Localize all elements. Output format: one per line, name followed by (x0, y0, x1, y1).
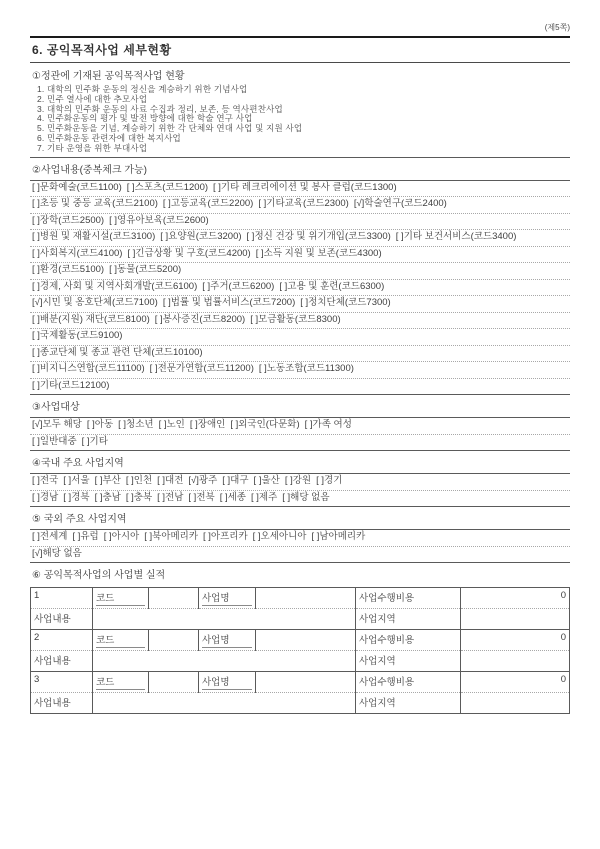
checkbox-option-unchecked[interactable]: [ ]경북 (63, 491, 90, 503)
checkbox-option-unchecked[interactable]: [ ]정치단체(코드7300) (300, 297, 391, 309)
charter-project-item: 4. 민주화운동의 평가 및 발전 방향에 대한 학술 연구 사업 (37, 113, 253, 124)
checkbox-option-unchecked[interactable]: [ ]장애인 (189, 419, 226, 431)
checkbox-option-unchecked[interactable]: [ ]병원 및 재활시설(코드3100) (32, 231, 156, 243)
checkbox-option-unchecked[interactable]: [ ]외국인(다문화) (230, 419, 300, 431)
project-row-detail (31, 609, 570, 630)
project-content-label (31, 651, 93, 672)
charter-project-item: 2. 민주 열사에 대한 추모사업 (37, 93, 148, 104)
checkbox-option-unchecked[interactable]: [ ]종교단체 및 종교 관련 단체(코드10100) (32, 346, 203, 358)
checkbox-option-unchecked[interactable]: [ ]가족 여성 (304, 419, 352, 431)
page-title: 6. 공익목적사업 세부현황 (30, 36, 570, 63)
checkbox-option-unchecked[interactable]: [ ]봉사증진(코드8200) (154, 313, 246, 325)
project-content-label (31, 609, 93, 630)
project-content-label-text: 사업내용 (34, 656, 71, 668)
cost-label-text: 사업수행비용 (359, 635, 415, 647)
project-name-label-text: 사업명 (202, 674, 252, 690)
code-label-text: 코드 (96, 590, 145, 606)
project-number (31, 672, 93, 693)
checkbox-option-unchecked[interactable]: [ ]장학(코드2500) (32, 214, 105, 226)
project-performance-table (30, 587, 570, 714)
checkbox-option-unchecked[interactable]: [ ]주거(코드6200) (202, 280, 275, 292)
project-region-label-text: 사업지역 (359, 614, 396, 626)
checkbox-row (30, 246, 570, 263)
checkbox-option-unchecked[interactable]: [ ]울산 (253, 475, 280, 487)
cost-label-text: 사업수행비용 (359, 593, 415, 605)
checkbox-row (30, 434, 570, 451)
checkbox-row (30, 490, 570, 507)
checkbox-option-unchecked[interactable]: [ ]서울 (63, 475, 90, 487)
project-region-label (356, 609, 461, 630)
checkbox-option-unchecked[interactable]: [ ]경제, 사회 및 지역사회개발(코드6100) (32, 280, 198, 292)
project-row-main (31, 672, 570, 693)
cost-value-field-text: 0 (560, 674, 566, 686)
checkbox-option-unchecked[interactable]: [ ]부산 (94, 475, 121, 487)
checkbox-row (30, 229, 570, 246)
checkbox-option-unchecked[interactable]: [ ]초등 및 중등 교육(코드2100) (32, 198, 158, 210)
checkbox-row (30, 530, 570, 546)
checkbox-option-unchecked[interactable]: [ ]아프리카 (203, 531, 248, 543)
cost-label (356, 630, 461, 651)
charter-project-item: 3. 대학의 민주화 운동의 사료 수집과 정리, 보존, 등 역사편찬사업 (37, 103, 283, 114)
project-row-main (31, 630, 570, 651)
checkbox-option-unchecked[interactable]: [ ]충남 (94, 491, 121, 503)
checkbox-option-unchecked[interactable]: [ ]세종 (219, 491, 246, 503)
checkbox-row (30, 196, 570, 213)
code-label-text: 코드 (96, 674, 145, 690)
checkbox-row (30, 474, 570, 490)
project-content-field[interactable] (93, 693, 356, 714)
cost-value-field-text: 0 (560, 590, 566, 602)
checkbox-option-checked[interactable]: [√]학술연구(코드2400) (353, 198, 447, 210)
checkbox-option-unchecked[interactable]: [ ]요양원(코드3200) (160, 231, 242, 243)
checkbox-row (30, 418, 570, 434)
project-content-field[interactable] (93, 651, 356, 672)
code-label (93, 588, 149, 609)
checkbox-row (30, 345, 570, 362)
charter-project-item: 1. 대학의 민주화 운동의 정신을 계승하기 위한 기념사업 (37, 84, 248, 94)
project-region-label-text: 사업지역 (359, 656, 396, 668)
checkbox-option-unchecked[interactable]: [ ]대구 (222, 475, 249, 487)
checkbox-option-unchecked[interactable]: [ ]기타(코드12100) (32, 379, 110, 391)
checkbox-option-unchecked[interactable]: [ ]충북 (125, 491, 153, 503)
checkbox-option-unchecked[interactable]: [ ]대전 (157, 475, 184, 487)
cost-label (356, 588, 461, 609)
project-number-text: 3 (34, 674, 40, 686)
project-name-field[interactable] (256, 672, 356, 693)
section4-checkbox-rows (30, 474, 570, 506)
checkbox-option-unchecked[interactable]: [ ]청소년 (118, 419, 154, 431)
checkbox-option-unchecked[interactable]: [ ]정신 건강 및 위기개입(코드3300) (246, 231, 391, 243)
checkbox-row (30, 361, 570, 378)
section6-title: ⑥ 공익목적사업의 사업별 실적 (30, 562, 570, 587)
project-name-field[interactable] (256, 630, 356, 651)
checkbox-option-checked[interactable]: [√]모두 해당 (32, 419, 82, 431)
project-number-text: 2 (34, 632, 40, 644)
project-row-detail (31, 651, 570, 672)
page-content (30, 0, 570, 714)
checkbox-option-unchecked[interactable]: [ ]고등교육(코드2200) (162, 198, 254, 210)
checkbox-option-unchecked[interactable]: [ ]전남 (157, 491, 184, 503)
section2-title: ②사업내용(중복체크 가능) (30, 157, 570, 181)
checkbox-row (30, 312, 570, 329)
checkbox-option-unchecked[interactable]: [ ]소득 지원 및 보존(코드4300) (255, 247, 382, 259)
checkbox-option-checked[interactable]: [√]해당 없음 (32, 547, 82, 559)
code-value-field[interactable] (149, 630, 199, 651)
checkbox-option-unchecked[interactable]: [ ]문화예술(코드1100) (32, 181, 122, 193)
project-row-main (31, 588, 570, 609)
checkbox-option-unchecked[interactable]: [ ]오세아니아 (252, 531, 307, 543)
checkbox-option-checked[interactable]: [√]시민 및 옹호단체(코드7100) (32, 297, 158, 309)
checkbox-option-unchecked[interactable]: [ ]환경(코드5100) (32, 264, 105, 276)
code-value-field[interactable] (149, 588, 199, 609)
charter-project-item: 6. 민주화운동 관련자에 대한 복지사업 (37, 132, 181, 143)
cost-value-field[interactable] (461, 630, 570, 651)
project-content-label-text: 사업내용 (34, 698, 71, 710)
checkbox-option-unchecked[interactable]: [ ]스포츠(코드1200) (126, 181, 209, 193)
checkbox-option-unchecked[interactable]: [ ]북아메리카 (144, 531, 198, 543)
project-content-field[interactable] (93, 609, 356, 630)
checkbox-option-unchecked[interactable]: [ ]긴급상황 및 구호(코드4200) (127, 247, 251, 259)
checkbox-option-unchecked[interactable]: [ ]전북 (188, 491, 215, 503)
checkbox-option-unchecked[interactable]: [ ]사회복지(코드4100) (32, 247, 123, 259)
charter-project-item: 5. 민주화운동을 기념, 계승하기 위한 각 단체와 연대 사업 및 지원 사업 (37, 123, 303, 134)
checkbox-option-unchecked[interactable]: [ ]기타교육(코드2300) (258, 198, 349, 210)
section2-checkbox-rows (30, 181, 570, 395)
charter-project-item: 7. 기타 운영을 위한 부대사업 (37, 142, 148, 153)
project-content-label (31, 693, 93, 714)
project-number-text: 1 (34, 590, 40, 602)
project-name-field[interactable] (256, 588, 356, 609)
checkbox-option-unchecked[interactable]: [ ]동물(코드5200) (109, 264, 182, 276)
checkbox-row (30, 328, 570, 345)
checkbox-option-unchecked[interactable]: [ ]고용 및 훈련(코드6300) (279, 280, 385, 292)
checkbox-row (30, 546, 570, 563)
project-name-label (199, 672, 256, 693)
checkbox-option-unchecked[interactable]: [ ]인천 (125, 475, 153, 487)
project-region-field[interactable] (461, 693, 570, 714)
checkbox-row (30, 279, 570, 296)
section4-title: ④국내 주요 사업지역 (30, 450, 570, 474)
checkbox-option-unchecked[interactable]: [ ]법률 및 법률서비스(코드7200) (162, 297, 296, 309)
section3-title: ③사업대상 (30, 394, 570, 418)
code-label-text: 코드 (96, 632, 145, 648)
project-region-field[interactable] (461, 651, 570, 672)
cost-label-text: 사업수행비용 (359, 677, 415, 689)
cost-value-field[interactable] (461, 672, 570, 693)
project-region-label-text: 사업지역 (359, 698, 396, 710)
checkbox-option-unchecked[interactable]: [ ]아동 (86, 419, 114, 431)
checkbox-option-unchecked[interactable]: [ ]아시아 (103, 531, 140, 543)
checkbox-option-unchecked[interactable]: [ ]경기 (316, 475, 343, 487)
charter-project-list (30, 85, 570, 157)
checkbox-option-unchecked[interactable]: [ ]모금활동(코드8300) (250, 313, 341, 325)
checkbox-option-unchecked[interactable]: [ ]남아메리카 (311, 531, 366, 543)
checkbox-option-unchecked[interactable]: [ ]기타 보건서비스(코드3400) (395, 231, 517, 243)
checkbox-option-unchecked[interactable]: [ ]전국 (32, 475, 59, 487)
project-row-detail (31, 693, 570, 714)
project-region-label (356, 693, 461, 714)
project-content-label-text: 사업내용 (34, 614, 71, 626)
checkbox-row (30, 295, 570, 312)
checkbox-option-unchecked[interactable]: [ ]배분(지원) 재단(코드8100) (32, 313, 150, 325)
checkbox-row (30, 378, 570, 395)
checkbox-option-unchecked[interactable]: [ ]노인 (158, 419, 185, 431)
project-number (31, 630, 93, 651)
project-number (31, 588, 93, 609)
project-name-label-text: 사업명 (202, 632, 252, 648)
checkbox-option-unchecked[interactable]: [ ]영유아보육(코드2600) (109, 214, 209, 226)
checkbox-option-unchecked[interactable]: [ ]해당 없음 (282, 491, 330, 503)
cost-label (356, 672, 461, 693)
cost-value-field[interactable] (461, 588, 570, 609)
checkbox-option-unchecked[interactable]: [ ]경남 (32, 491, 59, 503)
checkbox-option-unchecked[interactable]: [ ]제주 (250, 491, 278, 503)
checkbox-option-unchecked[interactable]: [ ]유럽 (72, 531, 99, 543)
checkbox-option-unchecked[interactable]: [ ]전세계 (32, 531, 68, 543)
checkbox-option-unchecked[interactable]: [ ]강원 (284, 475, 312, 487)
checkbox-option-unchecked[interactable]: [ ]기타 레크리에이션 및 봉사 클럽(코드1300) (213, 181, 397, 193)
checkbox-row (30, 181, 570, 197)
project-region-label (356, 651, 461, 672)
checkbox-option-unchecked[interactable]: [ ]비지니스연합(코드11100) (32, 363, 145, 375)
page-number-label: (제5쪽) (544, 23, 570, 32)
project-name-label (199, 588, 256, 609)
code-label (93, 672, 149, 693)
checkbox-option-unchecked[interactable]: [ ]전문가연합(코드11200) (149, 363, 254, 375)
section5-checkbox-rows (30, 530, 570, 562)
checkbox-option-checked[interactable]: [√]광주 (188, 475, 218, 487)
checkbox-option-unchecked[interactable]: [ ]일반대중 (32, 435, 77, 447)
checkbox-option-unchecked[interactable]: [ ]기타 (81, 435, 108, 447)
project-name-label-text: 사업명 (202, 590, 252, 606)
section5-title: ⑤ 국외 주요 사업지역 (30, 506, 570, 530)
section3-checkbox-rows (30, 418, 570, 450)
code-label (93, 630, 149, 651)
section1-title: ①정관에 기재된 공익목적사업 현황 (32, 71, 185, 82)
checkbox-row (30, 213, 570, 230)
code-value-field[interactable] (149, 672, 199, 693)
checkbox-option-unchecked[interactable]: [ ]국제활동(코드9100) (32, 330, 123, 342)
checkbox-row (30, 262, 570, 279)
project-name-label (199, 630, 256, 651)
project-region-field[interactable] (461, 609, 570, 630)
checkbox-option-unchecked[interactable]: [ ]노동조합(코드11300) (258, 363, 354, 375)
cost-value-field-text: 0 (560, 632, 566, 644)
